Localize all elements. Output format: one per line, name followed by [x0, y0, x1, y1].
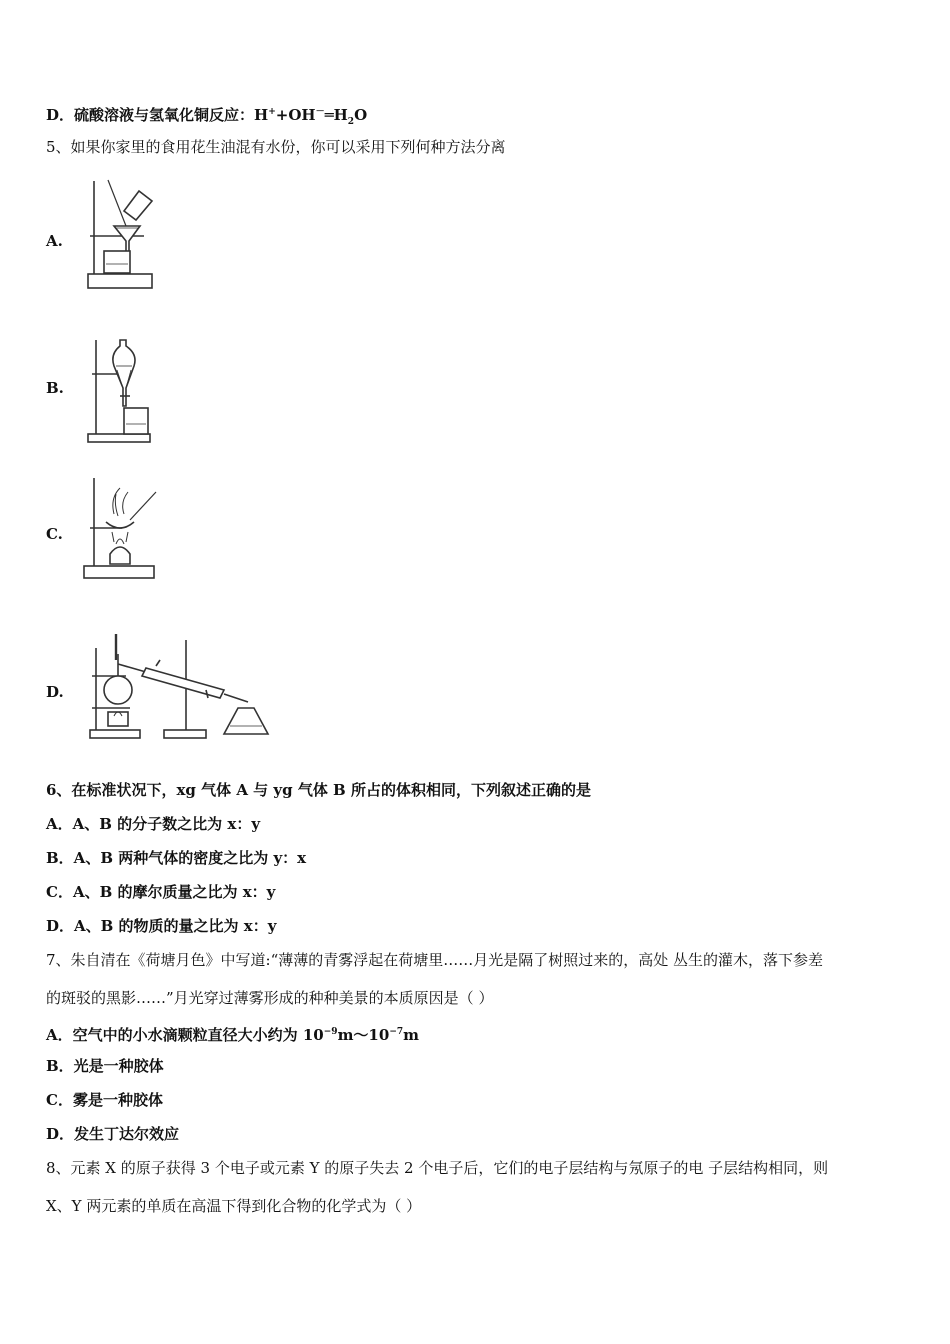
- q7-stem-line2: 的斑驳的黑影……”月光穿过薄雾形成的种种美景的本质原因是（ ）: [46, 989, 494, 1007]
- q5-label-c: C.: [46, 525, 63, 543]
- q7-option-a[interactable]: [46, 1022, 419, 1045]
- q4-option-d: [46, 102, 367, 132]
- q8-stem-line2: X、Y 两元素的单质在高温下得到化合物的化学式为（ ）: [46, 1197, 422, 1215]
- q7-option-a-suffix: m: [403, 1026, 419, 1044]
- q6-option-d[interactable]: D．A、B 的物质的量之比为 x：y: [46, 917, 277, 935]
- q7-option-a-mid: m～10: [337, 1026, 390, 1044]
- q7-stem-line1: 7、朱自清在《荷塘月色》中写道:“薄薄的青雾浮起在荷塘里……月光是隔了树照过来的，高处 丛生的灌木，落下参差: [46, 951, 824, 969]
- formula-eq: ═H: [324, 106, 348, 124]
- q6-option-c[interactable]: C．A、B 的摩尔质量之比为 x：y: [46, 883, 276, 901]
- q7-option-b[interactable]: B．光是一种胶体: [46, 1057, 164, 1075]
- q6-option-b[interactable]: B．A、B 两种气体的密度之比为 y：x: [46, 849, 307, 867]
- formula-sub: 2: [347, 117, 355, 127]
- formula-h-charge: +: [268, 107, 276, 117]
- q5-stem: 5、如果你家里的食用花生油混有水份，你可以采用下列何种方法分离: [46, 138, 506, 156]
- distillation-apparatus-figure: [86, 630, 270, 742]
- q6-stem-text: 6、在标准状况下，xg 气体 A 与 yg 气体 B 所占的体积相同，下列叙述正确的是: [46, 781, 591, 799]
- q7-option-c[interactable]: C．雾是一种胶体: [46, 1091, 163, 1109]
- evaporation-apparatus-figure: [80, 474, 160, 584]
- q8-stem-line1: 8、元素 X 的原子获得 3 个电子或元素 Y 的原子失去 2 个电子后，它们的电子层结构与氖原子的电 子层结构相同，则: [46, 1159, 829, 1177]
- formula-oh-charge: －: [315, 107, 325, 117]
- q6-stem: [46, 780, 591, 800]
- q5-label-b: B.: [46, 379, 64, 397]
- q6-option-a[interactable]: A．A、B 的分子数之比为 x：y: [46, 815, 261, 833]
- q7-option-d[interactable]: D．发生丁达尔效应: [46, 1125, 180, 1143]
- q7-option-a-exp1: −9: [323, 1027, 338, 1037]
- filtration-apparatus-figure: [84, 176, 164, 292]
- q5-label-a: A.: [46, 232, 63, 250]
- formula-oh: +OH: [275, 106, 316, 124]
- q5-label-d: D.: [46, 683, 64, 701]
- separatory-funnel-figure: [84, 336, 164, 446]
- q7-option-a-prefix: A．空气中的小水滴颗粒直径大小约为 10: [46, 1026, 324, 1044]
- formula-o: O: [354, 106, 368, 124]
- q4-option-d-text: 硫酸溶液与氢氧化铜反应：: [74, 106, 255, 124]
- q7-option-a-exp2: −7: [389, 1027, 404, 1037]
- q4-option-d-prefix: D．: [46, 106, 75, 124]
- formula-h: H: [254, 106, 269, 124]
